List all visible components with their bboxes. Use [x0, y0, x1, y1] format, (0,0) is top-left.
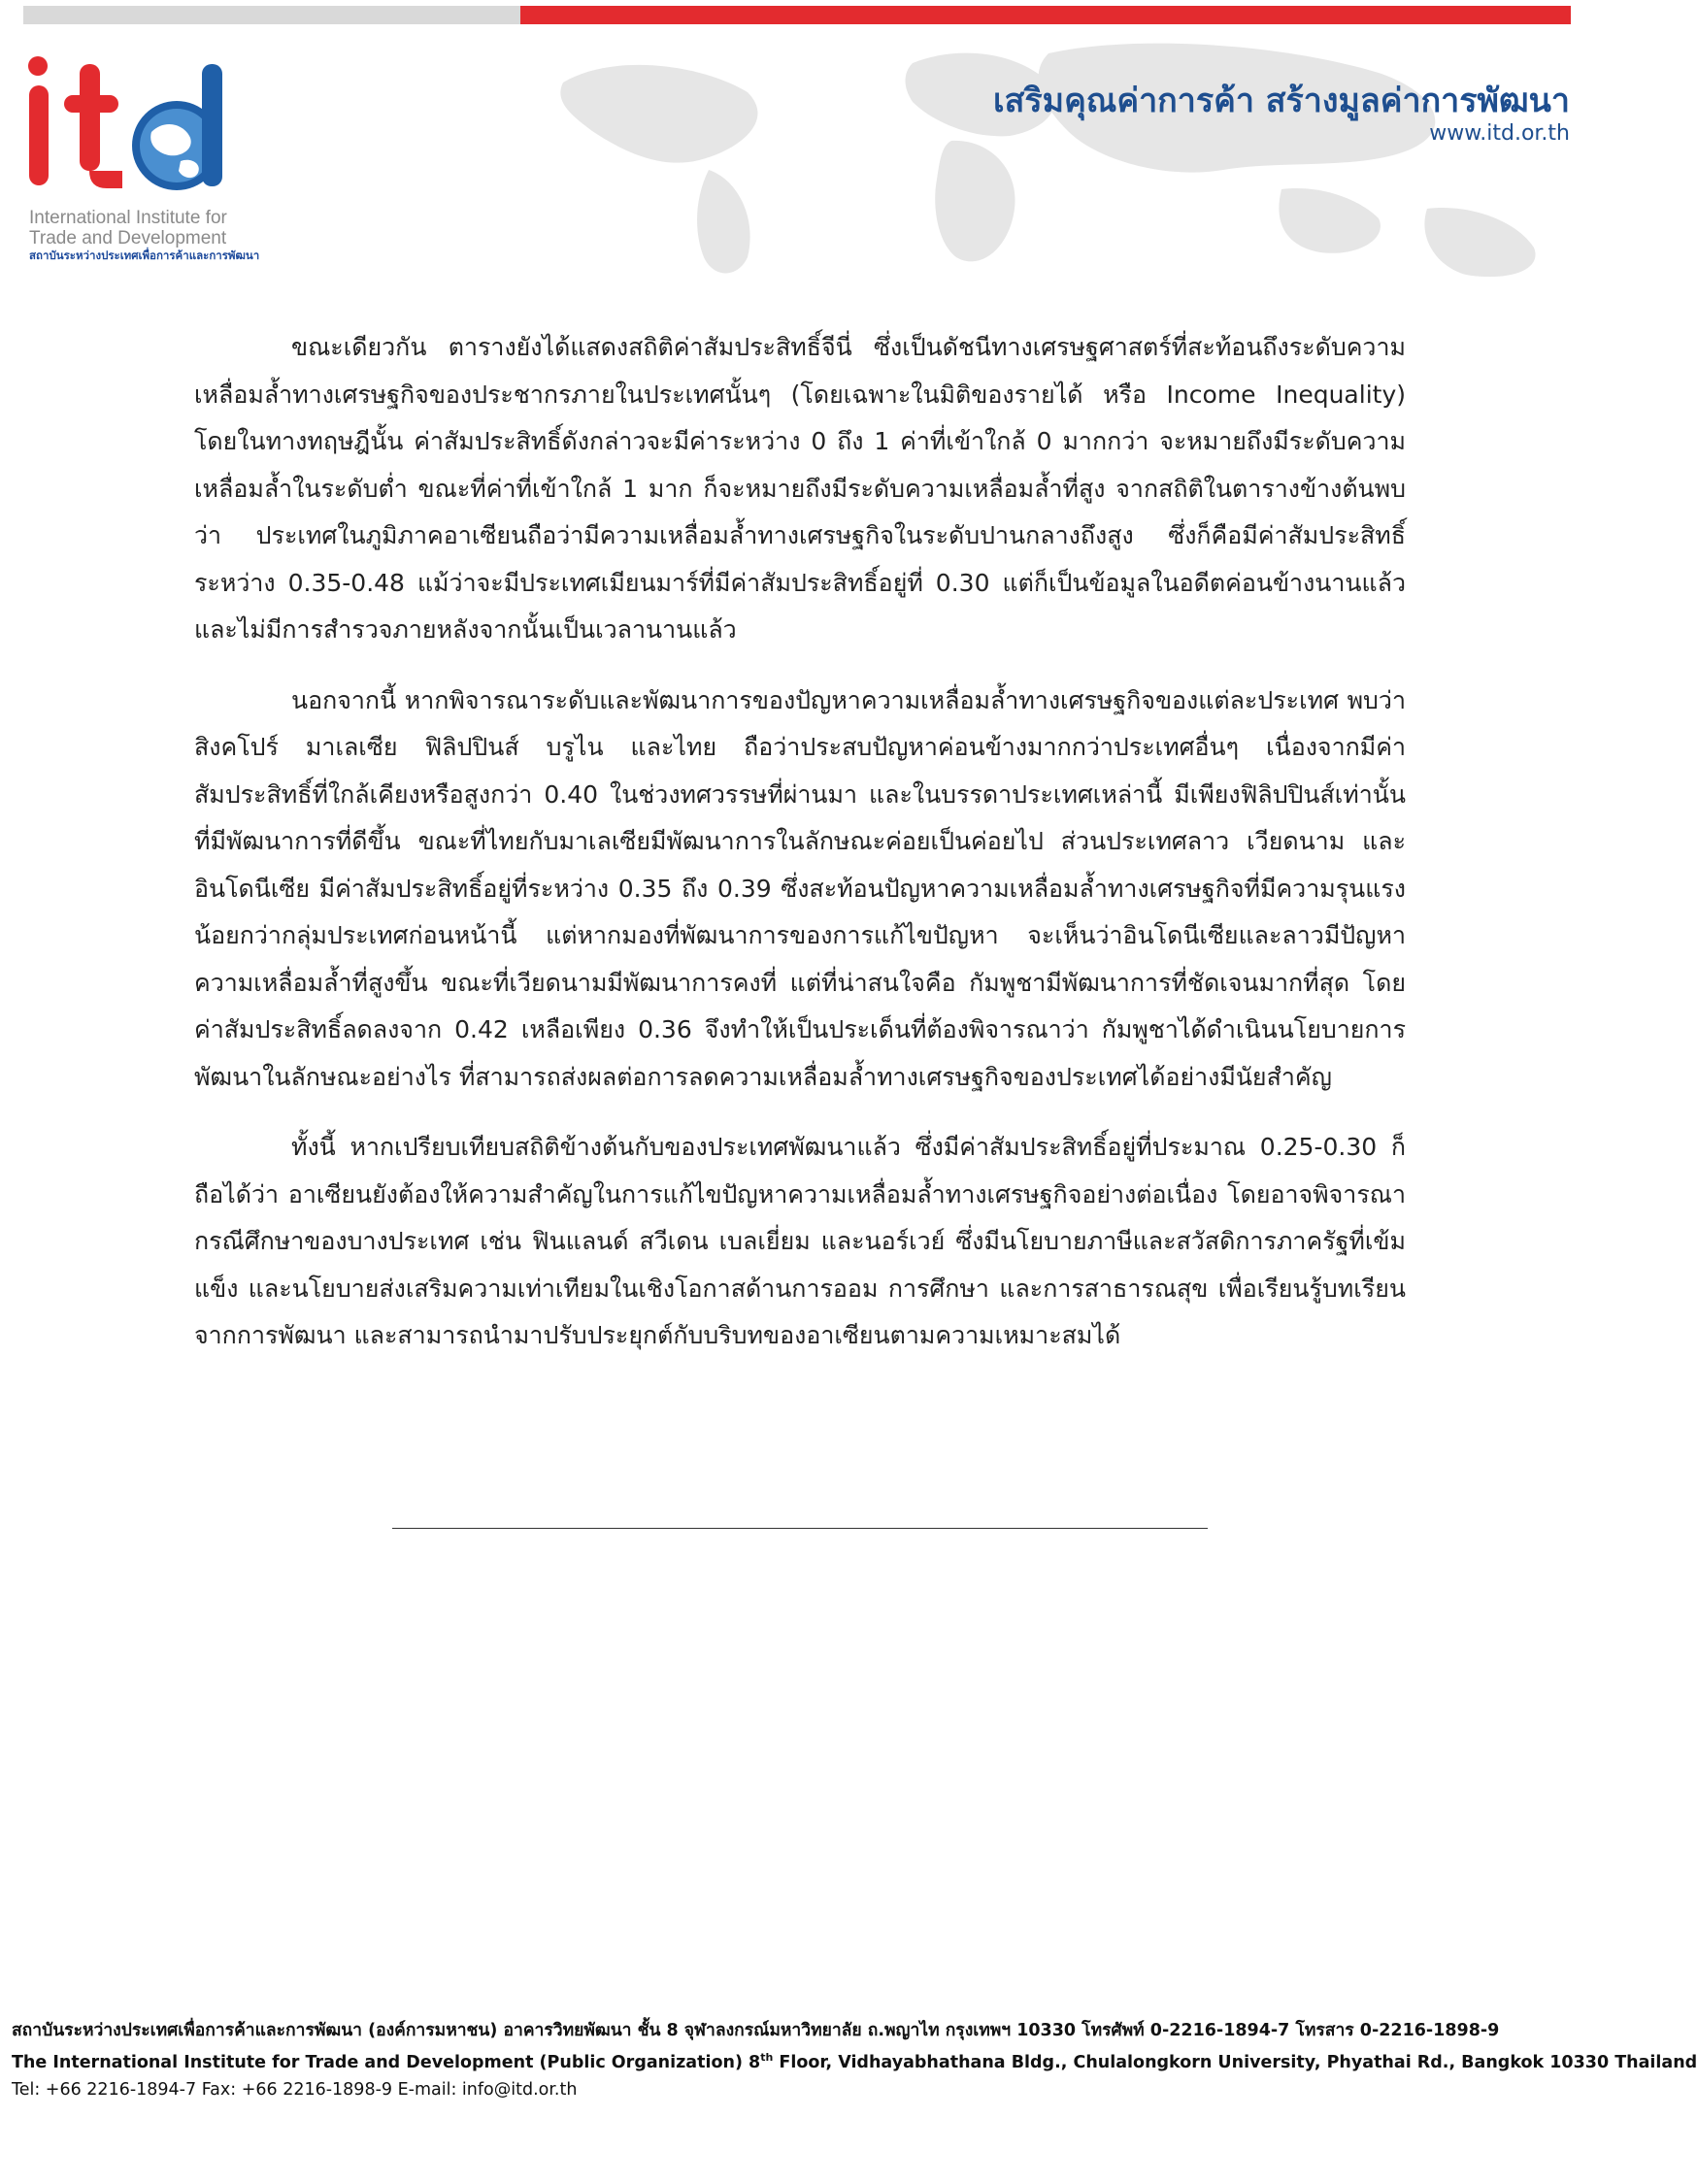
article-body	[194, 324, 1406, 1383]
footer-address-english-part2: Floor, Vidhayabhathana Bldg., Chulalongkorn University, Phyathai Rd., Bangkok 10330 Thailand	[773, 2052, 1697, 2072]
paragraph-1: ขณะเดียวกัน ตารางยังได้แสดงสถิติค่าสัมประสิทธิ์จีนี่ ซึ่งเป็นดัชนีทางเศรษฐศาสตร์ที่สะท้อนถึงระดับความเหลื่อมล้ำทางเศรษฐกิจของประชากรภายในประเทศนั้นๆ (โดยเฉพาะในมิติของรายได้ หรือ Income Inequality) โดยในทางทฤษฎีนั้น ค่าสัมประสิทธิ์ดังกล่าวจะมีค่าระหว่าง 0 ถึง 1 ค่าที่เข้าใกล้ 0 มากกว่า จะหมายถึงมีระดับความเหลื่อมล้ำในระดับต่ำ ขณะที่ค่าที่เข้าใกล้ 1 มาก ก็จะหมายถึงมีระดับความเหลื่อมล้ำที่สูง จากสถิติในตารางข้างต้นพบว่า ประเทศในภูมิภาคอาเซียนถือว่ามีความเหลื่อมล้ำทางเศรษฐกิจในระดับปานกลางถึงสูง ซึ่งก็คือมีค่าสัมประสิทธิ์ระหว่าง 0.35-0.48 แม้ว่าจะมีประเทศเมียนมาร์ที่มีค่าสัมประสิทธิ์อยู่ที่ 0.30 แต่ก็เป็นข้อมูลในอดีตค่อนข้างนานแล้ว และไม่มีการสำรวจภายหลังจากนั้นเป็นเวลานานแล้ว	[194, 333, 1406, 644]
header-grey-bar	[23, 6, 520, 24]
footer-address-english-part1: The International Institute for Trade and Development (Public Organization) 8	[12, 2052, 761, 2072]
paragraph-2: นอกจากนี้ หากพิจารณาระดับและพัฒนาการของปัญหาความเหลื่อมล้ำทางเศรษฐกิจของแต่ละประเทศ พบว่า สิงคโปร์ มาเลเซีย ฟิลิปปินส์ บรูไน และไทย ถือว่าประสบปัญหาค่อนข้างมากกว่าประเทศอื่นๆ เนื่องจากมีค่าสัมประสิทธิ์ที่ใกล้เคียงหรือสูงกว่า 0.40 ในช่วงทศวรรษที่ผ่านมา และในบรรดาประเทศเหล่านี้ มีเพียงฟิลิปปินส์เท่านั้นที่มีพัฒนาการที่ดีขึ้น ขณะที่ไทยกับมาเลเซียมีพัฒนาการในลักษณะค่อยเป็นค่อยไป ส่วนประเทศลาว เวียดนาม และอินโดนีเซีย มีค่าสัมประสิทธิ์อยู่ที่ระหว่าง 0.35 ถึง 0.39 ซึ่งสะท้อนปัญหาความเหลื่อมล้ำทางเศรษฐกิจที่มีความรุนแรงน้อยกว่ากลุ่มประเทศก่อนหน้านี้ แต่หากมองที่พัฒนาการของการแก้ไขปัญหา จะเห็นว่าอินโดนีเซียและลาวมีปัญหาความเหลื่อมล้ำที่สูงขึ้น ขณะที่เวียดนามมีพัฒนาการคงที่ แต่ที่น่าสนใจคือ กัมพูชามีพัฒนาการที่ชัดเจนมากที่สุด โดยค่าสัมประสิทธิ์ลดลงจาก 0.42 เหลือเพียง 0.36 จึงทำให้เป็นประเด็นที่ต้องพิจารณาว่า กัมพูชาได้ดำเนินนโยบายการพัฒนาในลักษณะอย่างไร ที่สามารถส่งผลต่อการลดความเหลื่อมล้ำทางเศรษฐกิจของประเทศได้อย่างมีนัยสำคัญ	[194, 685, 1406, 1091]
logo-caption	[29, 208, 259, 265]
section-divider	[392, 1528, 1208, 1529]
footer-address-english	[12, 2044, 1697, 2076]
page-footer	[12, 2017, 1697, 2103]
footer-floor-suffix: th	[760, 2051, 774, 2064]
header-website: www.itd.or.th	[1429, 121, 1570, 146]
logo-name-thai: สถาบันระหว่างประเทศเพื่อการค้าและการพัฒนา	[29, 250, 260, 262]
footer-contact: Tel: +66 2216-1894-7 Fax: +66 2216-1898-9 E-mail: info@itd.or.th	[12, 2079, 578, 2100]
logo-name-line2: Trade and Development	[29, 228, 227, 248]
footer-address-thai: สถาบันระหว่างประเทศเพื่อการค้าและการพัฒนา (องค์การมหาชน) อาคารวิทยพัฒนา ชั้น 8 จุฬาลงกรณ์มหาวิทยาลัย ถ.พญาไท กรุงเทพฯ 10330 โทรศัพท์ 0-2216-1894-7 โทรสาร 0-2216-1898-9	[12, 2021, 1500, 2040]
logo-name-line1: International Institute for	[29, 208, 227, 228]
header-slogan: เสริมคุณค่าการค้า สร้างมูลค่าการพัฒนา	[993, 82, 1570, 120]
paragraph-3: ทั้งนี้ หากเปรียบเทียบสถิติข้างต้นกับของประเทศพัฒนาแล้ว ซึ่งมีค่าสัมประสิทธิ์อยู่ที่ประมาณ 0.25-0.30 ก็ถือได้ว่า อาเซียนยังต้องให้ความสำคัญในการแก้ไขปัญหาความเหลื่อมล้ำทางเศรษฐกิจอย่างต่อเนื่อง โดยอาจพิจารณากรณีศึกษาของบางประเทศ เช่น ฟินแลนด์ สวีเดน เบลเยี่ยม และนอร์เวย์ ซึ่งมีนโยบายภาษีและสวัสดิการภาครัฐที่เข้มแข็ง และนโยบายส่งเสริมความเท่าเทียมในเชิงโอกาสด้านการออม การศึกษา และการสาธารณสุข เพื่อเรียนรู้บทเรียนจากการพัฒนา และสามารถนำมาปรับประยุกต์กับบริบทของอาเซียนตามความเหมาะสมได้	[194, 1133, 1406, 1349]
header-red-bar	[520, 6, 1571, 24]
world-map-watermark	[505, 24, 1573, 286]
